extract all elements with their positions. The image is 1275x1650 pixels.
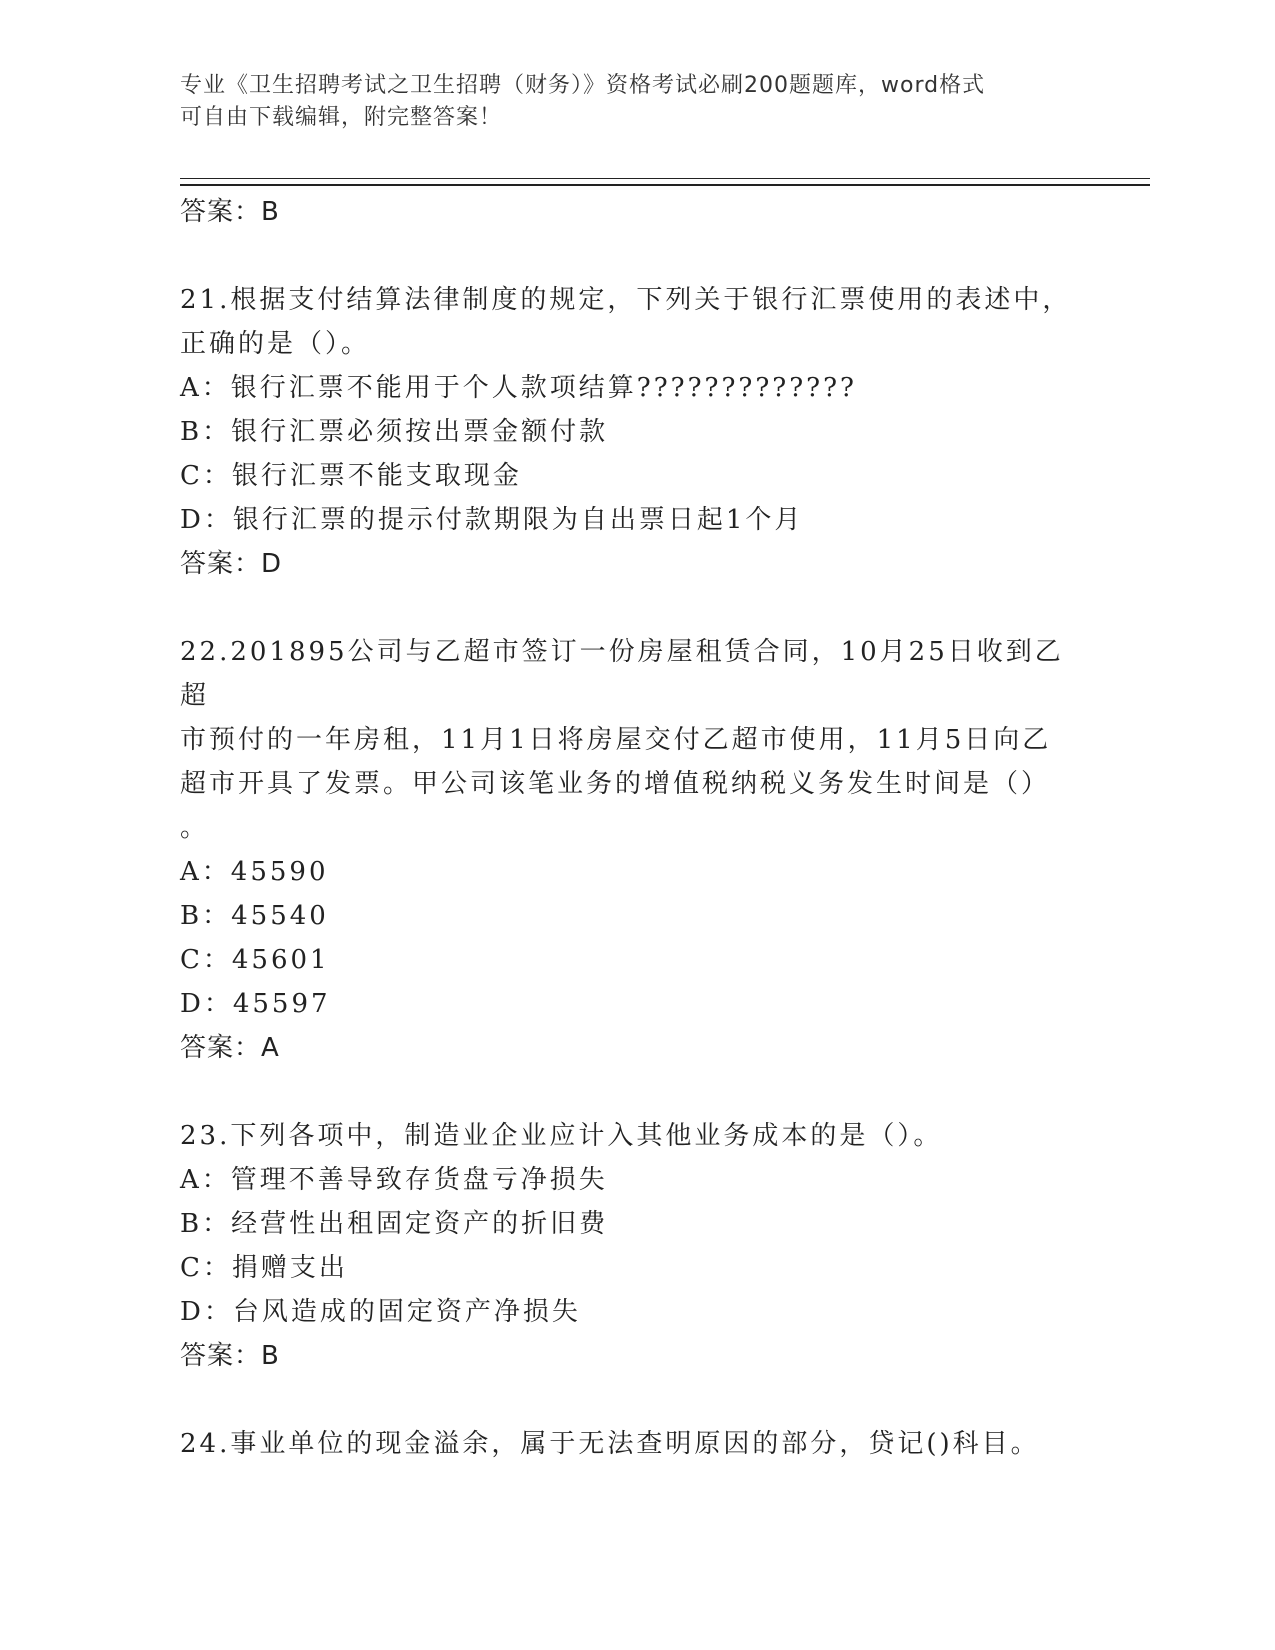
spacer	[180, 1070, 1080, 1114]
question-stem: 正确的是（）。	[180, 329, 371, 359]
option-c: C：捐赠支出	[180, 1253, 348, 1283]
option-c: C：45601	[180, 945, 330, 975]
option-c: C：银行汇票不能支取现金	[180, 461, 522, 491]
header-title-line-1: 专业《卫生招聘考试之卫生招聘（财务）》资格考试必刷200题题库，word格式	[180, 73, 986, 98]
question-stem: 超市开具了发票。甲公司该笔业务的增值税纳税义务发生时间是（）	[180, 769, 1051, 799]
option-a: A：45590	[180, 857, 329, 887]
option-d: D：台风造成的固定资产净损失	[180, 1297, 581, 1327]
answer: 答案：A	[180, 1033, 280, 1063]
spacer	[180, 586, 1080, 630]
question-24	[180, 1422, 1080, 1466]
spacer	[180, 1378, 1080, 1422]
question-stem: 24.事业单位的现金溢余，属于无法查明原因的部分，贷记()科目。	[180, 1429, 1040, 1459]
spacer	[180, 234, 1080, 278]
header-divider	[180, 178, 1150, 186]
answer: 答案：B	[180, 1341, 280, 1371]
option-d: D：银行汇票的提示付款期限为自出票日起1个月	[180, 505, 804, 535]
header-title-line-2: 可自由下载编辑，附完整答案！	[180, 105, 503, 130]
question-stem: 市预付的一年房租，11月1日将房屋交付乙超市使用，11月5日向乙	[180, 725, 1052, 755]
option-a: A：银行汇票不能用于个人款项结算?????????????	[180, 373, 857, 403]
page-header	[180, 70, 1080, 134]
option-b: B：银行汇票必须按出票金额付款	[180, 417, 609, 447]
question-23	[180, 1114, 1080, 1378]
option-a: A：管理不善导致存货盘亏净损失	[180, 1165, 608, 1195]
option-d: D：45597	[180, 989, 331, 1019]
question-stem: 。	[180, 813, 210, 843]
previous-answer: 答案：B	[180, 197, 280, 227]
answer: 答案：D	[180, 549, 283, 579]
question-stem: 22.201895公司与乙超市签订一份房屋租赁合同，10月25日收到乙超	[180, 637, 1064, 711]
option-b: B：经营性出租固定资产的折旧费	[180, 1209, 609, 1239]
question-22	[180, 630, 1080, 1070]
question-21	[180, 278, 1080, 586]
question-stem: 21.根据支付结算法律制度的规定，下列关于银行汇票使用的表述中，	[180, 285, 1072, 315]
option-b: B：45540	[180, 901, 329, 931]
question-stem: 23.下列各项中，制造业企业应计入其他业务成本的是（）。	[180, 1121, 943, 1151]
document-body	[180, 190, 1080, 1466]
